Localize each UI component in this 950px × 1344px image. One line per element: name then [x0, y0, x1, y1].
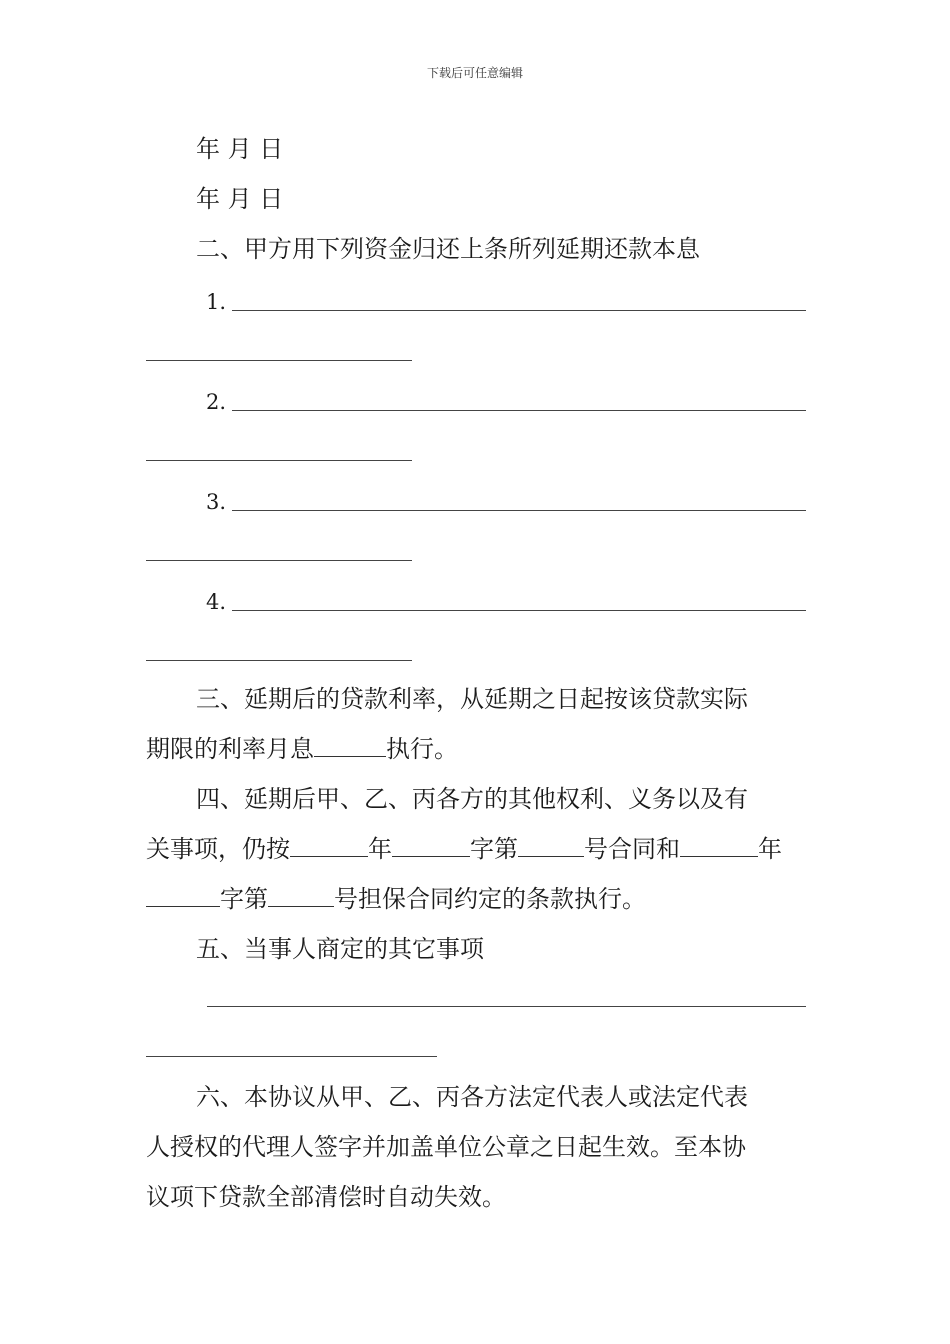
item-1-number: 1. [206, 290, 227, 314]
item-4-number: 4. [206, 590, 227, 614]
item-4-blank-line [232, 610, 806, 611]
section-4-line-1: 四、延期后甲、乙、丙各方的其他权利、义务以及有 [196, 785, 748, 813]
section-4-text-f: 字第 [220, 885, 268, 913]
section-2-title: 二、甲方用下列资金归还上条所列延期还款本息 [196, 235, 700, 263]
section-5-blank-line [207, 1006, 806, 1007]
contract-number-blank [518, 834, 584, 857]
section-4-line-3 [146, 884, 646, 914]
section-5-title: 五、当事人商定的其它事项 [196, 935, 484, 963]
section-4-text-c: 字第 [470, 835, 518, 863]
item-1-blank-line [232, 310, 806, 311]
section-3-text-b: 执行。 [386, 735, 458, 763]
guarantee-number-blank [268, 884, 334, 907]
section-4-text-b: 年 [368, 835, 392, 863]
contract-word-blank [392, 834, 470, 857]
section-4-text-g: 号担保合同约定的条款执行。 [334, 885, 646, 913]
section-6-line-3: 议项下贷款全部清偿时自动失效。 [146, 1183, 506, 1211]
date-line-1: 年 月 日 [196, 135, 284, 163]
date-line-2: 年 月 日 [196, 185, 284, 213]
section-4-text-a: 关事项，仍按 [146, 835, 290, 863]
section-6-line-1: 六、本协议从甲、乙、丙各方法定代表人或法定代表 [196, 1083, 748, 1111]
item-2-number: 2. [206, 390, 227, 414]
item-4-blank-continuation [146, 660, 412, 661]
guarantee-word-blank [146, 884, 220, 907]
section-4-text-d: 号合同和 [584, 835, 680, 863]
interest-rate-blank [314, 734, 386, 757]
item-3-number: 3. [206, 490, 227, 514]
item-3-blank-continuation [146, 560, 412, 561]
guarantee-year-blank [680, 834, 758, 857]
section-3-line-1: 三、延期后的贷款利率，从延期之日起按该贷款实际 [196, 685, 748, 713]
section-6-line-2: 人授权的代理人签字并加盖单位公章之日起生效。至本协 [146, 1133, 746, 1161]
page-header: 下载后可任意编辑 [426, 66, 523, 80]
item-1-blank-continuation [146, 360, 412, 361]
item-2-blank-line [232, 410, 806, 411]
contract-year-blank [290, 834, 368, 857]
section-5-blank-continuation [146, 1056, 437, 1057]
section-4-line-2 [146, 834, 782, 864]
section-3-line-2 [146, 734, 458, 764]
section-4-text-e: 年 [758, 835, 782, 863]
item-2-blank-continuation [146, 460, 412, 461]
section-3-text-a: 期限的利率月息 [146, 735, 314, 763]
item-3-blank-line [232, 510, 806, 511]
